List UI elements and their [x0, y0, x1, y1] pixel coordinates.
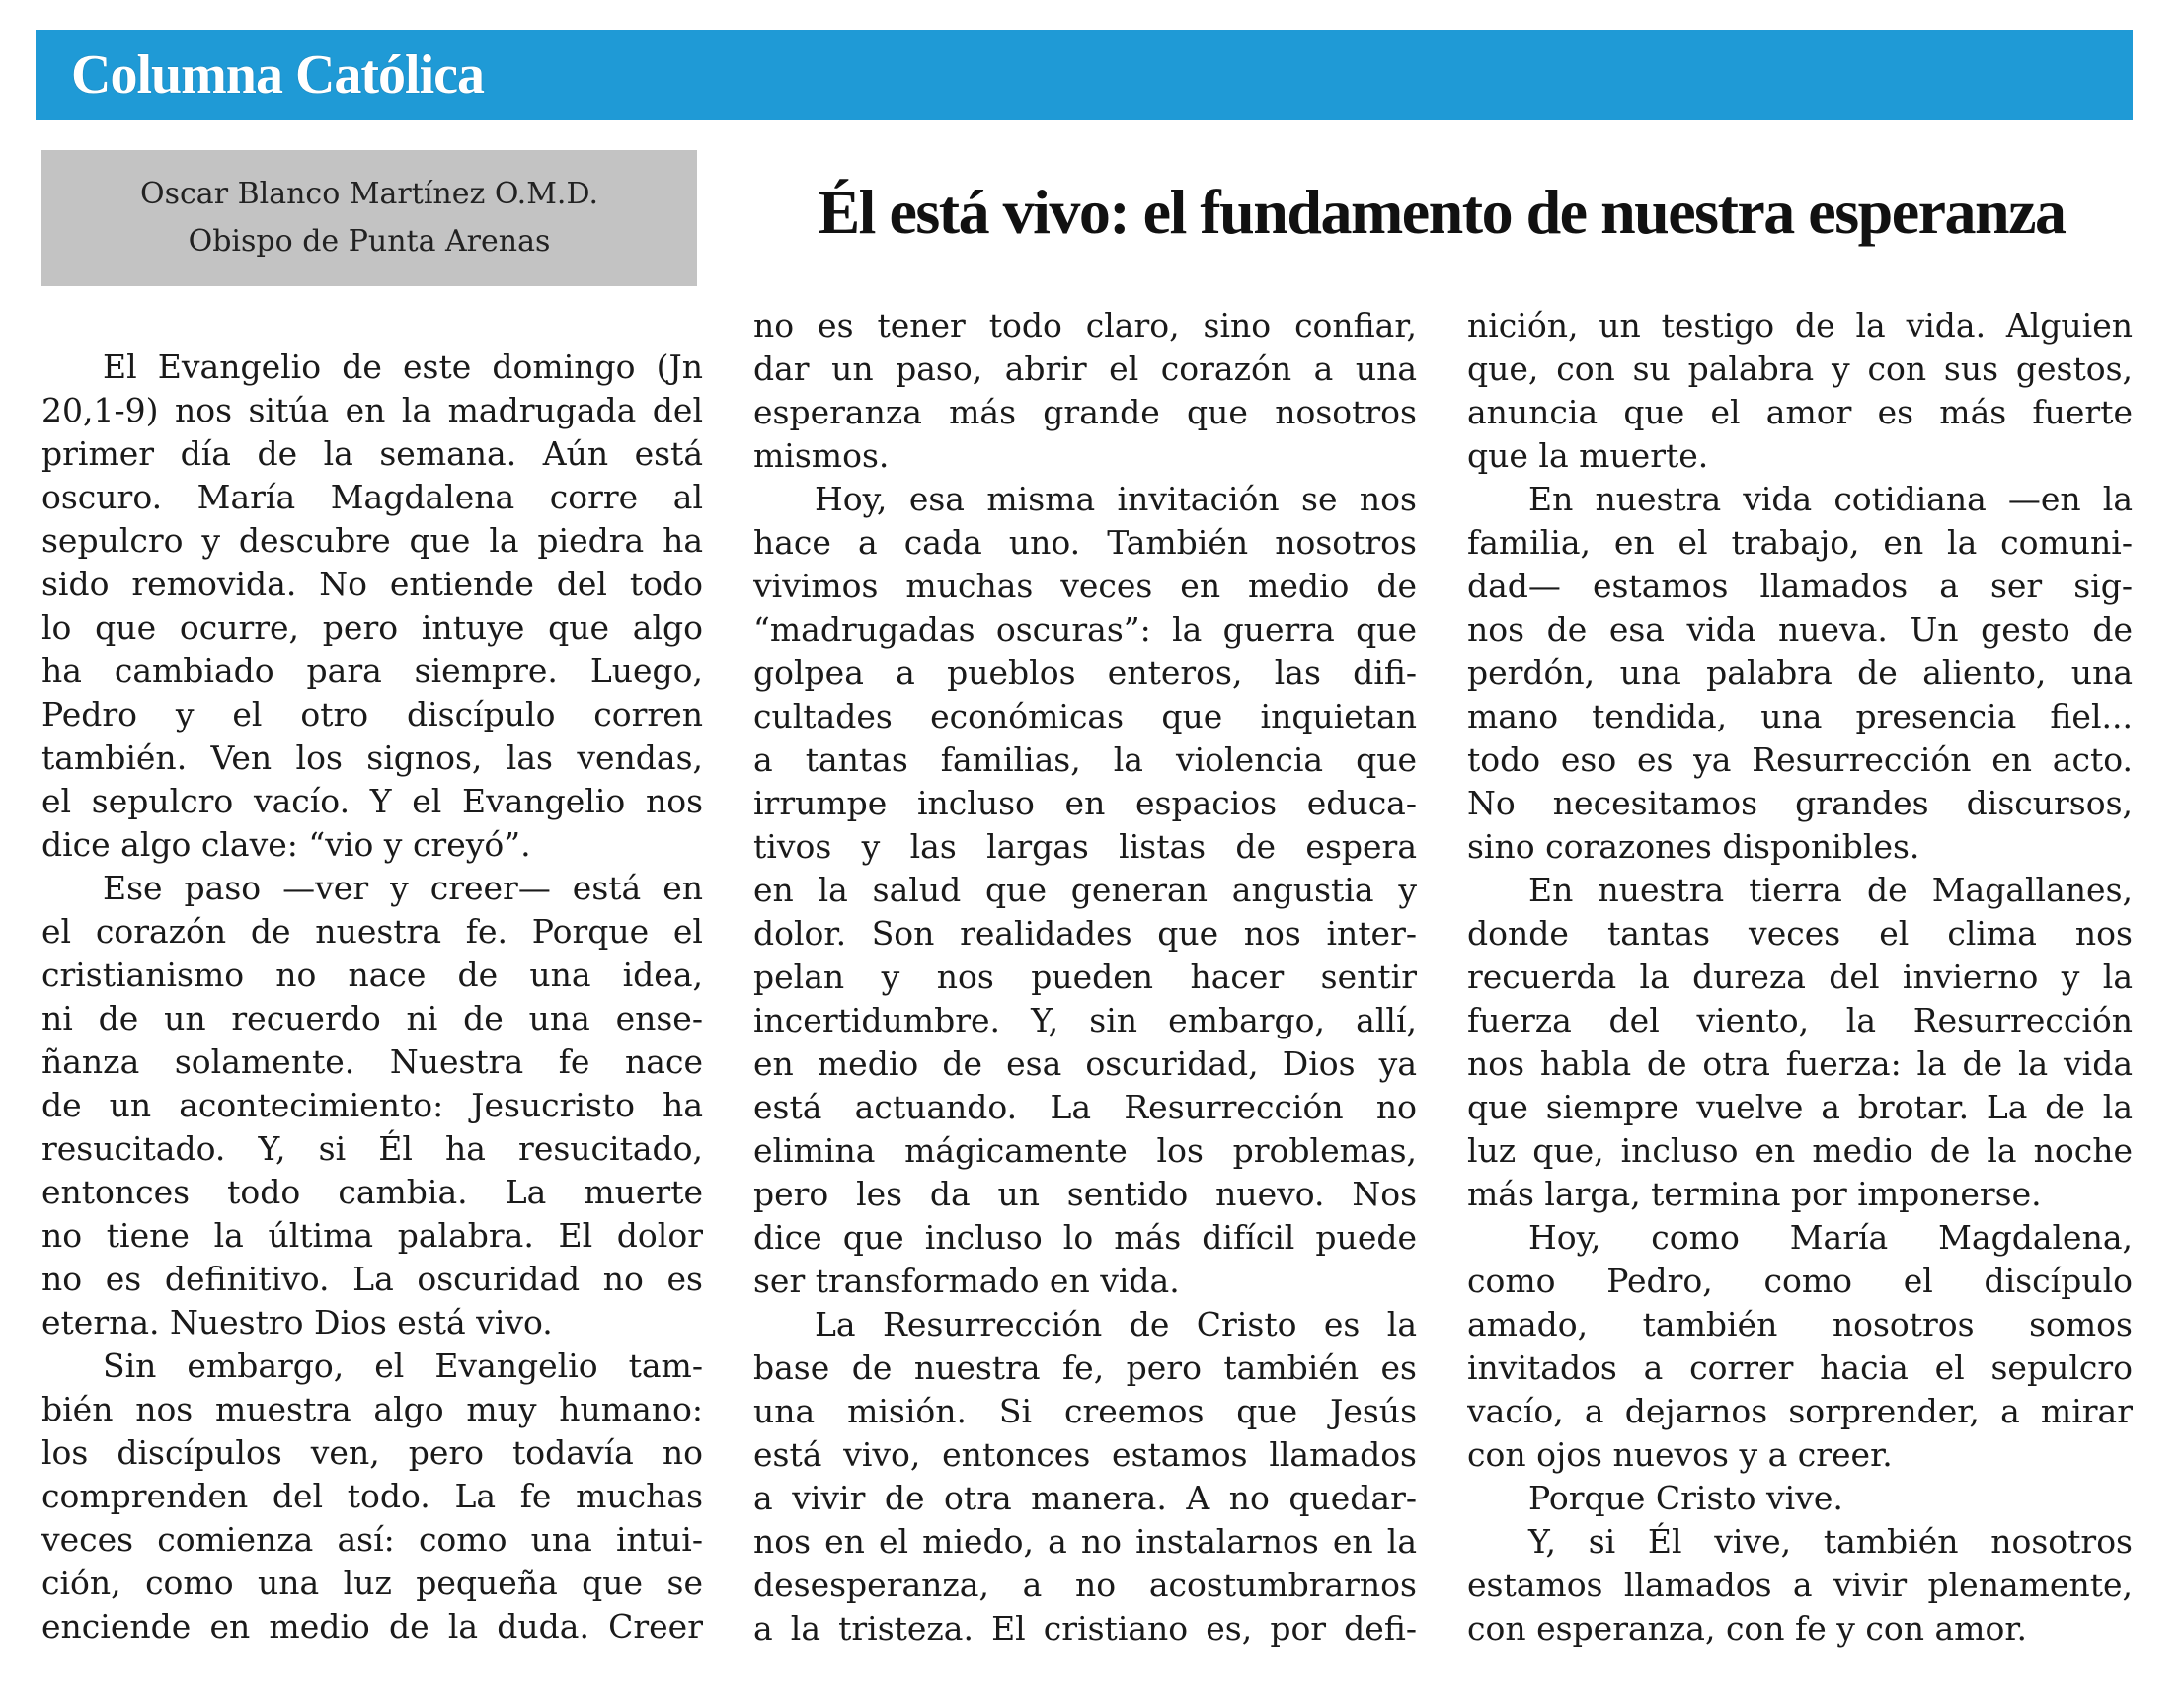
text-line: ser transformado en vida.: [753, 1262, 1180, 1300]
article-column-2: [753, 304, 1417, 1651]
text-line: Hoy, como María Magdalena,: [1528, 1218, 2133, 1257]
article-column-3: [1467, 304, 2133, 1651]
text-line: sido removida. No entiende del todo: [41, 565, 703, 603]
text-line: que, con su palabra y con sus gestos,: [1467, 349, 2133, 388]
text-line: tivos y las largas listas de espera: [753, 827, 1417, 866]
text-line: donde tantas veces el clima nos: [1467, 914, 2133, 953]
text-line: dice que incluso lo más difícil puede: [753, 1218, 1417, 1257]
text-line: mano tendida, una presencia fiel...: [1467, 697, 2133, 735]
text-line: hace a cada uno. También nosotros: [753, 523, 1417, 562]
text-line: perdón, una palabra de aliento, una: [1467, 653, 2133, 692]
text-line: “madrugadas oscuras”: la guerra que: [753, 610, 1417, 649]
text-line: ha cambiado para siempre. Luego,: [41, 652, 703, 690]
section-banner: [36, 30, 2133, 120]
text-line: entonces todo cambia. La muerte: [41, 1173, 703, 1211]
text-line: dad— estamos llamados a ser sig-: [1467, 567, 2133, 605]
text-line: de un acontecimiento: Jesucristo ha: [41, 1086, 703, 1124]
text-line: elimina mágicamente los problemas,: [753, 1131, 1417, 1170]
text-line: resucitado. Y, si Él ha resucitado,: [41, 1129, 703, 1168]
text-line: ñanza solamente. Nuestra fe nace: [41, 1042, 703, 1081]
text-line: En nuestra tierra de Magallanes,: [1528, 871, 2133, 909]
text-line: como Pedro, como el discípulo: [1467, 1262, 2133, 1300]
text-line: los discípulos ven, pero todavía no: [41, 1433, 703, 1472]
text-line: no tiene la última palabra. El dolor: [41, 1216, 703, 1255]
text-line: fuerza del viento, la Resurrección: [1467, 1001, 2133, 1039]
text-line: irrumpe incluso en espacios educa-: [753, 784, 1417, 822]
text-line: con esperanza, con fe y con amor.: [1467, 1609, 2027, 1648]
text-line: comprenden del todo. La fe muchas: [41, 1477, 703, 1515]
text-line: en la salud que generan angustia y: [753, 871, 1417, 909]
text-line: está vivo, entonces estamos llamados: [753, 1435, 1417, 1474]
text-line: mismos.: [753, 436, 890, 475]
text-line: el corazón de nuestra fe. Porque el: [41, 912, 703, 951]
text-line: vivimos muchas veces en medio de: [753, 567, 1417, 605]
text-line: a tantas familias, la violencia que: [753, 740, 1417, 779]
text-line: nos en el miedo, a no instalarnos en la: [753, 1522, 1417, 1561]
text-line: amado, también nosotros somos: [1467, 1305, 2133, 1344]
text-line: esperanza más grande que nosotros: [753, 393, 1417, 431]
text-line: eterna. Nuestro Dios está vivo.: [41, 1303, 553, 1342]
text-line: 20,1-9) nos sitúa en la madrugada del: [41, 391, 703, 429]
text-line: El Evangelio de este domingo (Jn: [103, 347, 703, 386]
text-line: sino corazones disponibles.: [1467, 827, 1920, 866]
text-line: nos de esa vida nueva. Un gesto de: [1467, 610, 2133, 649]
text-line: a la tristeza. El cristiano es, por defi-: [753, 1609, 1417, 1648]
text-line: incertidumbre. Y, sin embargo, allí,: [753, 1001, 1417, 1039]
text-line: base de nuestra fe, pero también es: [753, 1348, 1417, 1387]
text-line: dolor. Son realidades que nos inter-: [753, 914, 1417, 953]
text-line: No necesitamos grandes discursos,: [1467, 784, 2133, 822]
text-line: que siempre vuelve a brotar. La de la: [1467, 1088, 2133, 1126]
text-line: en medio de esa oscuridad, Dios ya: [753, 1044, 1417, 1083]
text-line: el sepulcro vacío. Y el Evangelio nos: [41, 782, 703, 820]
text-line: desesperanza, a no acostumbrarnos: [753, 1566, 1417, 1604]
text-line: dar un paso, abrir el corazón a una: [753, 349, 1417, 388]
text-line: más larga, termina por imponerse.: [1467, 1175, 2042, 1213]
text-line: veces comienza así: como una intui-: [41, 1520, 703, 1559]
article-column-1: [41, 346, 703, 1649]
text-line: vacío, a dejarnos sorprender, a mirar: [1467, 1392, 2133, 1430]
text-line: Ese paso —ver y creer— está en: [103, 869, 703, 907]
text-line: que la muerte.: [1467, 436, 1709, 475]
text-line: no es definitivo. La oscuridad no es: [41, 1260, 703, 1298]
text-line: golpea a pueblos enteros, las difi-: [753, 653, 1417, 692]
text-line: Hoy, esa misma invitación se nos: [815, 480, 1417, 518]
text-line: sepulcro y descubre que la piedra ha: [41, 521, 703, 560]
text-line: nición, un testigo de la vida. Alguien: [1467, 306, 2133, 345]
text-line: a vivir de otra manera. A no quedar-: [753, 1479, 1417, 1517]
text-line: también. Ven los signos, las vendas,: [41, 738, 703, 777]
text-line: En nuestra vida cotidiana —en la: [1528, 480, 2133, 518]
text-line: estamos llamados a vivir plenamente,: [1467, 1566, 2133, 1604]
text-line: ni de un recuerdo ni de una ense-: [41, 999, 703, 1037]
text-line: dice algo clave: “vio y creyó”.: [41, 825, 531, 864]
text-line: cristianismo no nace de una idea,: [41, 956, 703, 994]
text-line: pero les da un sentido nuevo. Nos: [753, 1175, 1417, 1213]
text-line: una misión. Si creemos que Jesús: [753, 1392, 1417, 1430]
text-line: ción, como una luz pequeña que se: [41, 1564, 703, 1602]
author-name: Oscar Blanco Martínez O.M.D.: [140, 177, 598, 211]
text-line: Pedro y el otro discípulo corren: [41, 695, 703, 733]
text-line: oscuro. María Magdalena corre al: [41, 478, 703, 516]
text-line: recuerda la dureza del invierno y la: [1467, 958, 2133, 996]
text-line: invitados a correr hacia el sepulcro: [1467, 1348, 2133, 1387]
text-line: Sin embargo, el Evangelio tam-: [103, 1346, 703, 1385]
section-title: Columna Católica: [71, 44, 484, 106]
text-line: todo eso es ya Resurrección en acto.: [1467, 740, 2133, 779]
text-line: no es tener todo claro, sino confiar,: [753, 306, 1417, 345]
text-line: bién nos muestra algo muy humano:: [41, 1390, 703, 1428]
text-line: Y, si Él vive, también nosotros: [1528, 1522, 2133, 1561]
text-line: La Resurrección de Cristo es la: [815, 1305, 1417, 1344]
text-line: lo que ocurre, pero intuye que algo: [41, 608, 703, 647]
text-line: está actuando. La Resurrección no: [753, 1088, 1417, 1126]
text-line: primer día de la semana. Aún está: [41, 434, 703, 473]
author-box: [41, 150, 697, 286]
text-line: cultades económicas que inquietan: [753, 697, 1417, 735]
article-headline: Él está vivo: el fundamento de nuestra esperanza: [818, 177, 2066, 247]
author-role: Obispo de Punta Arenas: [188, 224, 551, 259]
text-line: luz que, incluso en medio de la noche: [1467, 1131, 2133, 1170]
text-line: con ojos nuevos y a creer.: [1467, 1435, 1893, 1474]
text-line: pelan y nos pueden hacer sentir: [753, 958, 1417, 996]
text-line: familia, en el trabajo, en la comuni-: [1467, 523, 2133, 562]
text-line: enciende en medio de la duda. Creer: [41, 1607, 703, 1646]
text-line: Porque Cristo vive.: [1528, 1479, 1843, 1517]
text-line: nos habla de otra fuerza: la de la vida: [1467, 1044, 2133, 1083]
text-line: anuncia que el amor es más fuerte: [1467, 393, 2133, 431]
